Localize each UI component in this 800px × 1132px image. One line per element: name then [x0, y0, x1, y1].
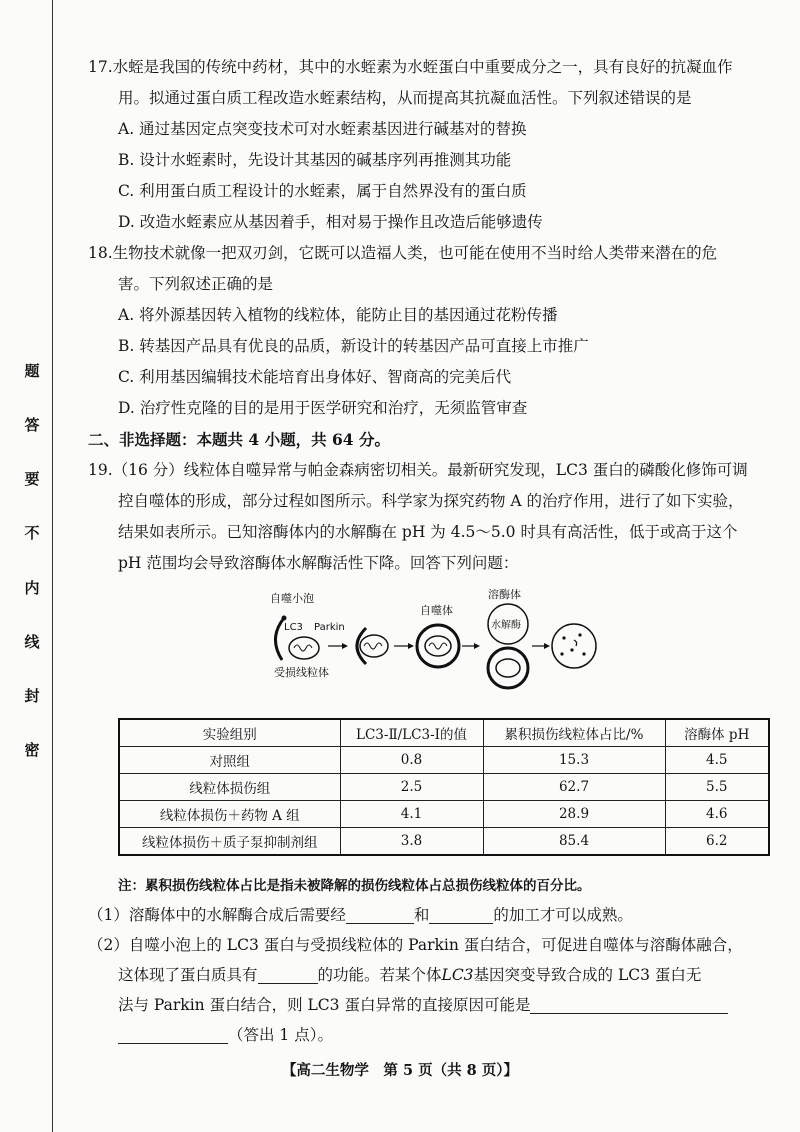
fragment [582, 652, 585, 655]
table-cell: 4.5 [665, 747, 769, 774]
table-cell: 0.8 [340, 747, 483, 774]
table-cell: 62.7 [483, 774, 665, 801]
table-cell: 线粒体损伤＋质子泵抑制剂组 [119, 828, 340, 856]
table-header: 累积损伤线粒体占比/% [483, 719, 665, 747]
answer-blank[interactable] [118, 1025, 228, 1044]
table-cell: 3.8 [340, 828, 483, 856]
q19-stem-line: pH 范围均会导致溶酶体水解酶活性下降。回答下列问题： [118, 554, 519, 572]
arrowhead [408, 643, 414, 649]
mitochondrion [425, 636, 451, 656]
margin-char: 要 [24, 470, 40, 489]
table-cell: 6.2 [665, 828, 769, 856]
answer-blank[interactable] [429, 905, 493, 924]
table-header: 溶酶体 pH [665, 719, 769, 747]
table-cell: 5.5 [665, 774, 769, 801]
q17-stem-line: 用。拟通过蛋白质工程改造水蛭素结构，从而提高其抗凝血活性。下列叙述错误的是 [118, 89, 692, 107]
sub2-text: 这体现了蛋白质具有 [118, 966, 258, 984]
table-header: 实验组别 [119, 719, 340, 747]
mitochondrion [496, 659, 520, 677]
sub1-text: 和 [413, 906, 430, 924]
sub2-line [88, 1020, 772, 1050]
autophagosome [417, 625, 459, 667]
table-cell: 对照组 [119, 747, 340, 774]
sub2-line [88, 960, 772, 990]
mito-cristae [429, 643, 447, 649]
margin-char: 线 [24, 632, 40, 651]
q17-option-c: C. 利用蛋白质工程设计的水蛭素，属于自然界没有的蛋白质 [118, 182, 527, 200]
arrowhead [474, 643, 480, 649]
q19-subquestions [88, 900, 772, 1050]
arrowhead [342, 643, 348, 649]
fragment [570, 648, 573, 651]
fragment [560, 652, 563, 655]
table-row [119, 747, 769, 774]
table-row [119, 828, 769, 856]
table-header-row [119, 719, 769, 747]
binding-line [52, 0, 53, 1132]
q19-stem-line: 19.（16 分）线粒体自噬异常与帕金森病密切相关。最新研究发现，LC3 蛋白的磷酸化修饰可调 [88, 461, 748, 479]
damaged-mitochondrion [289, 637, 319, 659]
q18-option-d: D. 治疗性克隆的目的是用于医学研究和治疗，无须监管审查 [118, 399, 528, 417]
parkin-label: Parkin [314, 622, 345, 633]
table-note: 注：累积损伤线粒体占比是指未被降解的损伤线粒体占总损伤线粒体的百分比。 [118, 878, 591, 894]
q17-stem-line: 17.水蛭是我国的传统中药材，其中的水蛭素为水蛭蛋白中重要成分之一，具有良好的抗凝血作 [88, 58, 733, 76]
sub2-text: （答出 1 点）。 [228, 1026, 333, 1044]
table-row [119, 801, 769, 828]
margin-char: 题 [24, 362, 40, 380]
question-content [88, 52, 772, 579]
page-footer: 【高二生物学 第 5 页（共 8 页）】 [281, 1062, 519, 1079]
hydrolase-label: 水解酶 [491, 620, 521, 631]
q18-stem-line: 害。下列叙述正确的是 [118, 275, 274, 293]
q18-option-b: B. 转基因产品具有优良的品质，新设计的转基因产品可直接上市推广 [118, 337, 589, 355]
table-header: LC3-Ⅱ/LC3-Ⅰ的值 [340, 719, 483, 747]
table-cell: 2.5 [340, 774, 483, 801]
table-cell: 线粒体损伤组 [119, 774, 340, 801]
lc3-dot [282, 616, 287, 621]
sub2-line: （2）自噬小泡上的 LC3 蛋白与受损线粒体的 Parkin 蛋白结合，可促进自噬体与溶酶体融合， [88, 936, 743, 954]
answer-blank[interactable] [258, 965, 318, 984]
sub2-line [88, 990, 772, 1020]
mito-cristae [364, 643, 382, 649]
q18-stem-line: 18.生物技术就像一把双刃剑，它既可以造福人类，也可能在使用不当时给人类带来潜在的危 [88, 244, 718, 262]
binding-margin-note [22, 360, 42, 760]
table-cell: 15.3 [483, 747, 665, 774]
mitophagy-diagram [262, 588, 602, 692]
table-cell: 线粒体损伤＋药物 A 组 [119, 801, 340, 828]
autophagosome-label: 自噬体 [420, 604, 453, 617]
q18-option-a: A. 将外源基因转入植物的线粒体，能防止目的基因通过花粉传播 [118, 306, 558, 324]
q17-option-d: D. 改造水蛭素应从基因着手，相对易于操作且改造后能够遗传 [118, 213, 543, 231]
sub2-text: 基因突变导致合成的 LC3 蛋白无 [473, 966, 702, 984]
margin-char: 密 [24, 740, 40, 759]
q17-option-b: B. 设计水蛭素时，先设计其基因的碱基序列再推测其功能 [118, 151, 512, 169]
q17-option-a: A. 通过基因定点突变技术可对水蛭素基因进行碱基对的替换 [118, 120, 527, 138]
fragment [562, 636, 565, 639]
sub1-text: 的加工才可以成熟。 [493, 906, 633, 924]
q19-stem-line: 结果如表所示。已知溶酶体内的水解酶在 pH 为 4.5～5.0 时具有高活性，低于或高于这个 [118, 523, 738, 541]
margin-char: 答 [24, 416, 40, 435]
lc3-label: LC3 [284, 622, 303, 633]
vesicle-membrane [275, 618, 284, 660]
mito-cristae [294, 645, 312, 651]
table-cell: 4.6 [665, 801, 769, 828]
table-cell: 4.1 [340, 801, 483, 828]
experiment-table [118, 718, 770, 856]
arrowhead [544, 643, 550, 649]
q18-option-c: C. 利用基因编辑技术能培育出身体好、智商高的完美后代 [118, 368, 512, 386]
engulfing-membrane [357, 628, 366, 664]
lysosome-label: 溶酶体 [488, 588, 521, 601]
fragment [578, 633, 581, 636]
table-cell: 28.9 [483, 801, 665, 828]
answer-blank[interactable] [530, 995, 728, 1014]
section-heading: 二、非选择题：本题共 4 小题，共 64 分。 [88, 430, 390, 449]
table-row [119, 774, 769, 801]
margin-char: 内 [24, 578, 40, 597]
sub2-text: 的功能。若某个体 [317, 966, 442, 984]
gene-name: LC3 [441, 966, 474, 984]
q19-stem-line: 控自噬体的形成，部分过程如图所示。科学家为探究药物 A 的治疗作用，进行了如下实验， [118, 492, 744, 510]
damaged-mito-label: 受损线粒体 [274, 666, 329, 679]
margin-char: 封 [24, 686, 40, 705]
autophagosome [488, 648, 528, 688]
table-cell: 85.4 [483, 828, 665, 856]
sub1-text: （1）溶酶体中的水解酶合成后需要经 [88, 906, 346, 924]
margin-char: 不 [24, 524, 40, 543]
autolysosome [552, 624, 596, 668]
sub1-line [88, 900, 772, 930]
sub2-text: 法与 Parkin 蛋白结合，则 LC3 蛋白异常的直接原因可能是 [118, 996, 531, 1014]
vesicle-label: 自噬小泡 [270, 592, 314, 605]
fragment [574, 640, 577, 646]
answer-blank[interactable] [346, 905, 414, 924]
